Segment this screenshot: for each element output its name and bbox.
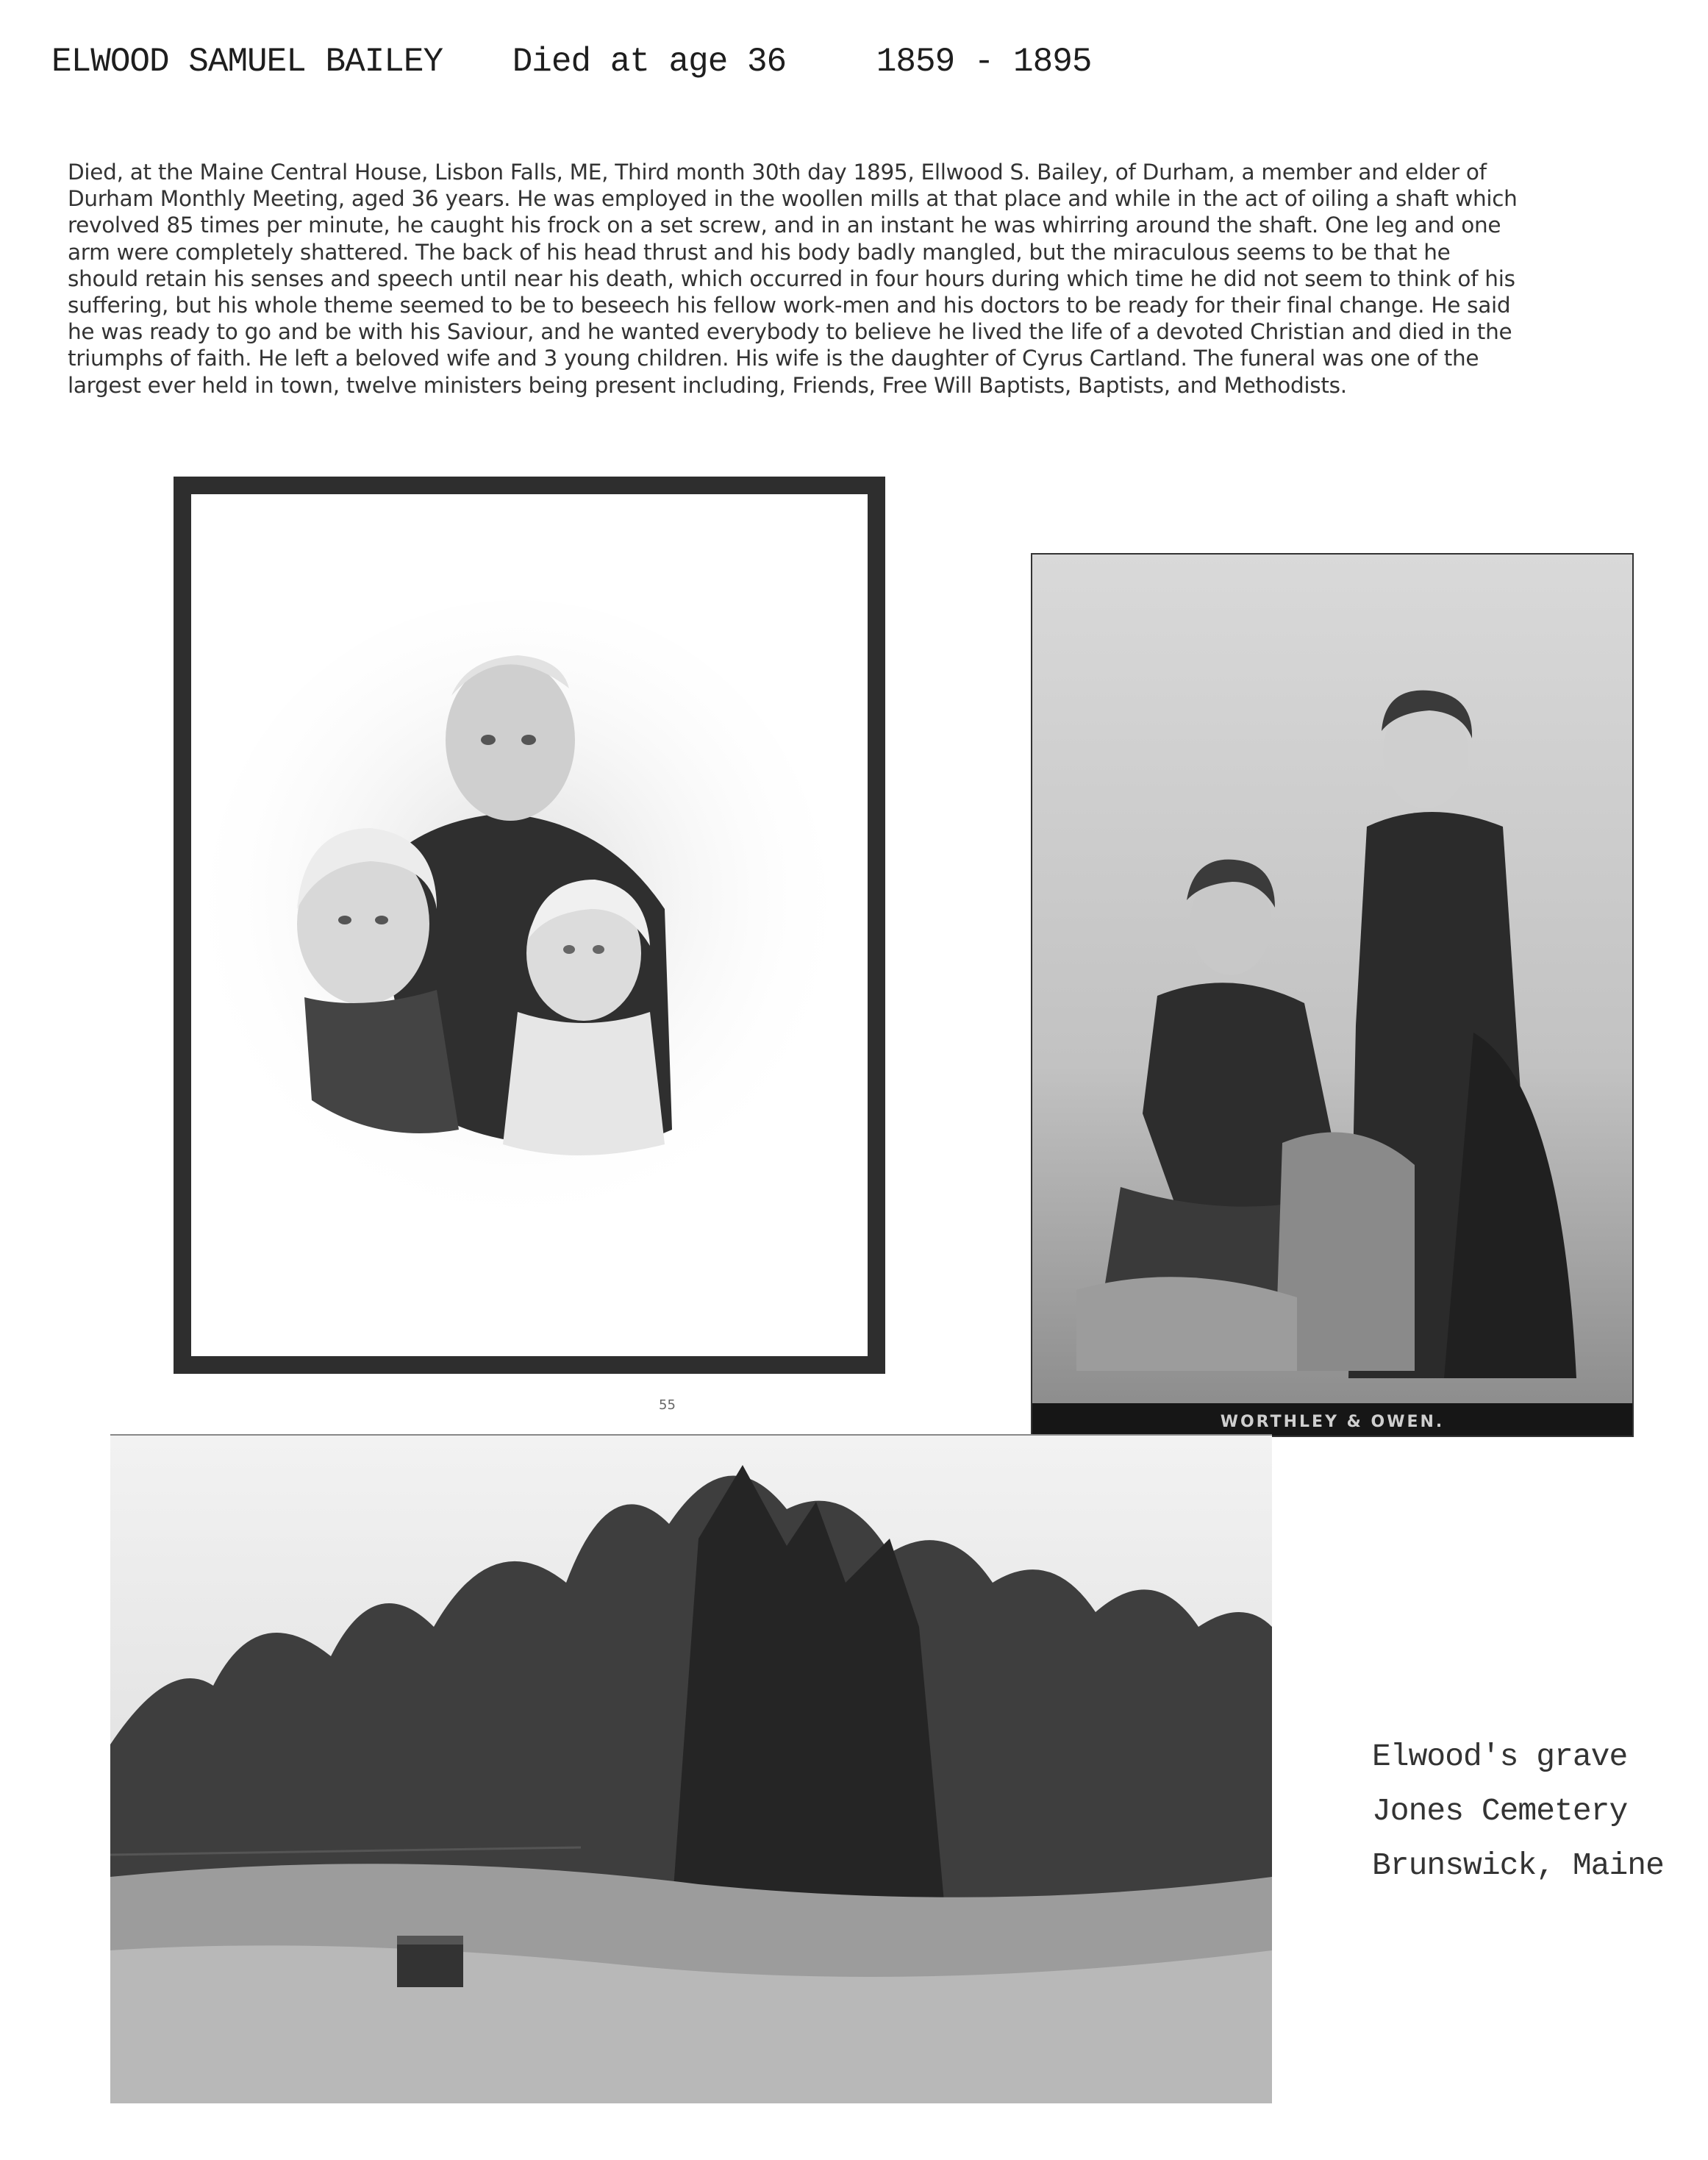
caption-line-3: Brunswick, Maine xyxy=(1372,1847,1664,1883)
children-portrait-image xyxy=(194,497,865,1353)
couple-portrait-image xyxy=(1032,555,1632,1406)
person-name: ELWOOD SAMUEL BAILEY xyxy=(51,43,443,81)
studio-label: WORTHLEY & OWEN. xyxy=(1220,1413,1445,1431)
age-at-death: Died at age 36 xyxy=(512,43,787,81)
grave-site-image xyxy=(110,1436,1272,2103)
children-portrait-photo xyxy=(174,477,885,1374)
caption-line-1: Elwood's grave xyxy=(1372,1739,1628,1775)
page-header xyxy=(51,43,1091,101)
life-years: 1859 - 1895 xyxy=(876,43,1092,81)
obituary-text: Died, at the Maine Central House, Lisbon Falls, ME, Third month 30th day 1895, Ellwood S. Bailey, of Durham, a member and elder of Durham Monthly Meeting, aged 36 years. He was employed in the woollen mills at that place and while in the act of oiling a shaft which revolved 85 times per minute, he caught his frock on a set screw, and in an instant he was whirring around the shaft. One leg and one arm were completely shattered. The back of his head thrust and his body badly mangled, but the miraculous seems to be that he should retain his senses and speech until near his death, which occurred in four hours during which time he did not seem to think of his suffering, but his whole theme seemed to be to beseech his fellow work-men and his doctors to be ready for their final change. He said he was ready to go and be with his Saviour, and he wanted everybody to believe he lived the life of a devoted Christian and died in the triumphs of faith. He left a beloved wife and 3 young children. His wife is the daughter of Cyrus Cartland. The funeral was one of the largest ever held in town, twelve ministers being present including, Friends, Free Will Baptists, Baptists, and Methodists. xyxy=(68,160,1518,398)
couple-portrait-photo xyxy=(1031,553,1634,1437)
grave-site-photo xyxy=(110,1434,1272,2103)
page-mark: 55 xyxy=(659,1397,676,1413)
grave-caption xyxy=(1372,1730,1664,1893)
caption-line-2: Jones Cemetery xyxy=(1372,1793,1628,1829)
